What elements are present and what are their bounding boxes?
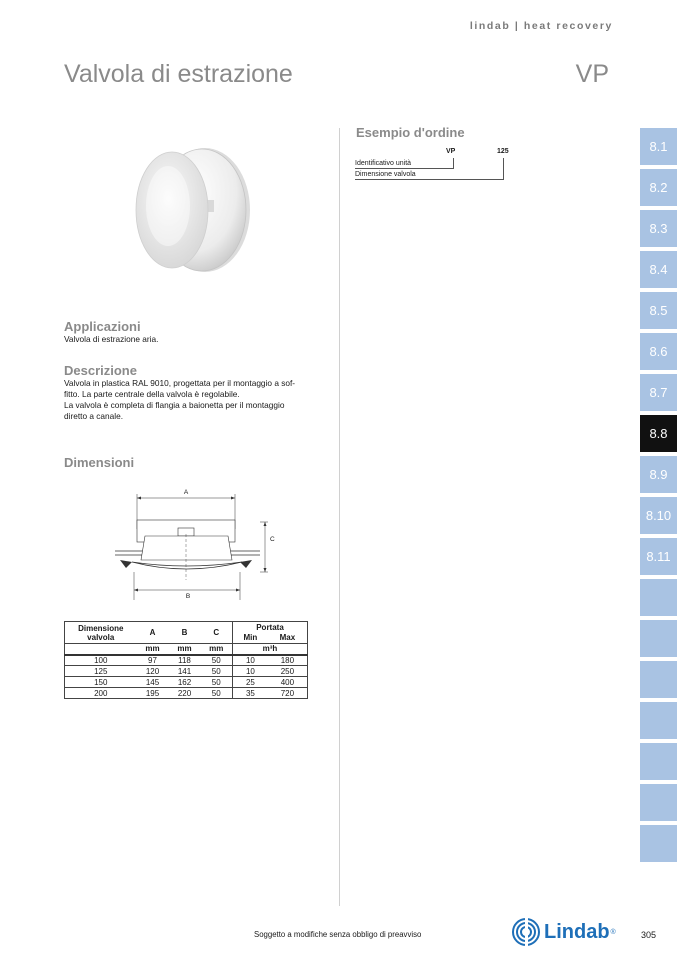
table-cell-a: 97 [137, 655, 169, 666]
tab-chapter-8-3[interactable]: 8.3 [640, 210, 677, 247]
tab-chapter-8-6[interactable]: 8.6 [640, 333, 677, 370]
unit-c: mm [201, 644, 233, 655]
table-cell-max: 720 [280, 688, 295, 698]
col-header-size: Dimensione valvola [78, 623, 124, 642]
lindab-logo-text: Lindab [544, 920, 610, 943]
table-cell-size: 125 [65, 666, 137, 677]
table-cell-max: 400 [268, 677, 308, 688]
table-cell-b: 118 [169, 655, 201, 666]
unit-a: mm [137, 644, 169, 655]
table-cell-a: 195 [145, 688, 160, 698]
table-cell-c: 50 [211, 688, 221, 698]
page-number: 305 [641, 930, 657, 940]
tab-chapter-8-10[interactable]: 8.10 [640, 497, 677, 534]
table-cell-a: 120 [137, 666, 169, 677]
table-row [65, 666, 308, 677]
descrizione-line-3: La valvola è completa di flangia a baionetta per il montaggio [64, 400, 285, 410]
dim-label-b: B [185, 593, 191, 600]
page-title: Valvola di estrazione [64, 60, 293, 88]
lindab-logo: Lindab ® [511, 917, 616, 947]
table-cell-min: 10 [233, 666, 268, 677]
dimension-drawing [110, 484, 280, 604]
product-code: VP [575, 60, 609, 88]
table-cell-max: 180 [268, 655, 308, 666]
col-header-c: C [213, 628, 220, 637]
tab-chapter-8-5[interactable]: 8.5 [640, 292, 677, 329]
tab-blank[interactable] [640, 620, 677, 657]
order-code-size: 125 [497, 148, 509, 155]
table-cell-min: 10 [233, 655, 268, 666]
table-cell-c: 50 [201, 655, 233, 666]
applicazioni-text: Valvola di estrazione aria. [64, 334, 159, 344]
dim-label-c: C [270, 536, 275, 543]
col-header-portata: Portata [233, 622, 308, 633]
table-row [65, 655, 308, 666]
table-row [65, 688, 308, 699]
table-row [65, 677, 308, 688]
table-cell-c: 50 [201, 666, 233, 677]
table-cell-b: 162 [169, 677, 201, 688]
dimensioni-heading: Dimensioni [64, 455, 135, 470]
descrizione-line-2: fitto. La parte centrale della valvola è regolabile. [64, 389, 240, 399]
unit-flow: m³h [233, 644, 308, 655]
tab-chapter-8-9[interactable]: 8.9 [640, 456, 677, 493]
product-photo [130, 140, 260, 280]
col-header-b: B [181, 628, 188, 637]
tab-chapter-8-1[interactable]: 8.1 [640, 128, 677, 165]
table-cell-size: 200 [94, 688, 108, 698]
tab-chapter-8-4[interactable]: 8.4 [640, 251, 677, 288]
tab-chapter-8-2[interactable]: 8.2 [640, 169, 677, 206]
table-cell-min: 35 [233, 688, 268, 699]
order-example-heading: Esempio d'ordine [356, 125, 465, 140]
tab-blank[interactable] [640, 784, 677, 821]
table-cell-size: 100 [65, 655, 137, 666]
tab-blank[interactable] [640, 743, 677, 780]
table-cell-a: 145 [137, 677, 169, 688]
table-cell-size: 150 [65, 677, 137, 688]
order-label-size: Dimensione valvola [355, 171, 416, 178]
table-cell-min: 25 [233, 677, 268, 688]
dimensions-table [64, 621, 308, 699]
col-header-max: Max [268, 633, 308, 644]
table-cell-b: 141 [169, 666, 201, 677]
order-example-diagram [355, 148, 525, 184]
table-cell-max: 250 [268, 666, 308, 677]
tab-blank[interactable] [640, 825, 677, 862]
tab-blank[interactable] [640, 702, 677, 739]
unit-b: mm [169, 644, 201, 655]
tab-chapter-8-11[interactable]: 8.11 [640, 538, 677, 575]
descrizione-line-4: diretto a canale. [64, 411, 124, 421]
tab-chapter-8-7[interactable]: 8.7 [640, 374, 677, 411]
table-cell-c: 50 [201, 677, 233, 688]
descrizione-line-1: Valvola in plastica RAL 9010, progettata per il montaggio a sof- [64, 378, 296, 388]
descrizione-heading: Descrizione [64, 363, 137, 378]
header-brand-line: lindab | heat recovery [469, 20, 613, 32]
order-code-vp: VP [446, 148, 456, 155]
lindab-logo-icon [511, 917, 541, 947]
col-header-min: Min [233, 633, 268, 644]
dim-label-a: A [183, 489, 189, 496]
tab-blank[interactable] [640, 661, 677, 698]
tab-chapter-8-8[interactable]: 8.8 [640, 415, 677, 452]
table-cell-b: 220 [177, 688, 192, 698]
chapter-tabs [640, 128, 677, 866]
column-divider [339, 128, 340, 906]
tab-blank[interactable] [640, 579, 677, 616]
order-label-unit: Identificativo unità [355, 160, 412, 167]
footer-note: Soggetto a modifiche senza obbligo di preavviso [254, 930, 422, 939]
applicazioni-heading: Applicazioni [64, 319, 141, 334]
col-header-a: A [149, 628, 156, 637]
